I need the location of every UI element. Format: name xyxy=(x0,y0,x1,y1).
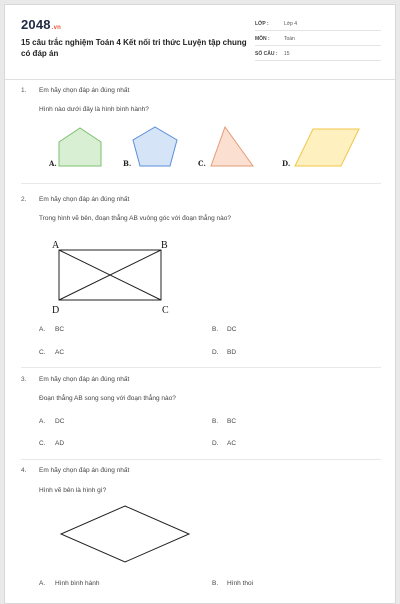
question-2-instruction: Em hãy chọn đáp án đúng nhất xyxy=(39,196,130,203)
rhombus-figure xyxy=(5,500,205,566)
header-divider xyxy=(5,79,395,80)
question-1-text: Hình nào dưới đây là hình bình hành? xyxy=(39,106,149,113)
question-divider xyxy=(21,367,381,368)
rhombus-shape xyxy=(61,506,189,562)
shape-label-b: B. xyxy=(123,159,132,168)
meta-subject-label: MÔN : xyxy=(255,36,270,42)
question-4-text: Hình vẽ bên là hình gì? xyxy=(39,487,107,494)
question-3-text: Đoạn thẳng AB song song với đoạn thẳng nào? xyxy=(39,395,176,402)
logo-main: 2048 xyxy=(21,17,51,32)
question-1-number: 1. xyxy=(21,87,27,94)
q3-option-d-text[interactable]: AC xyxy=(227,440,237,447)
q3-option-c-letter[interactable]: C. xyxy=(39,440,46,447)
q2-option-a-letter[interactable]: A. xyxy=(39,326,46,333)
q3-option-d-letter[interactable]: D. xyxy=(212,440,219,447)
meta-count-value: 15 xyxy=(284,51,290,57)
site-logo[interactable] xyxy=(21,17,61,32)
q2-option-c-text[interactable]: AC xyxy=(55,349,65,356)
question-2-text: Trong hình vẽ bên, đoạn thẳng AB vuông góc với đoạn thẳng nào? xyxy=(39,215,231,222)
question-4-number: 4. xyxy=(21,467,27,474)
meta-divider xyxy=(255,30,381,31)
vertex-label-d: D xyxy=(52,305,60,316)
q2-option-d-text[interactable]: BD xyxy=(227,349,237,356)
pentagon-house-shape xyxy=(59,128,101,166)
worksheet-page xyxy=(4,4,396,604)
q4-option-b-letter[interactable]: B. xyxy=(212,580,219,587)
vertex-label-a: A xyxy=(52,240,60,251)
logo-tld: .vn xyxy=(51,25,62,31)
question-1-instruction: Em hãy chọn đáp án đúng nhất xyxy=(39,87,130,94)
q3-option-b-letter[interactable]: B. xyxy=(212,418,219,425)
q2-option-b-text[interactable]: DC xyxy=(227,326,237,333)
q3-option-a-text[interactable]: DC xyxy=(55,418,65,425)
meta-subject-value: Toán xyxy=(284,36,295,42)
page-title: 15 câu trắc nghiệm Toán 4 Kết nối tri thức Luyện tập chung có đáp án xyxy=(21,38,247,58)
rectangle-figure xyxy=(5,235,205,319)
meta-divider xyxy=(255,45,381,46)
regular-pentagon-shape xyxy=(133,127,177,166)
meta-class-value: Lớp 4 xyxy=(284,21,298,27)
triangle-shape xyxy=(211,127,253,166)
question-3-number: 3. xyxy=(21,376,27,383)
vertex-label-c: C xyxy=(162,305,169,316)
question-divider xyxy=(21,459,381,460)
q4-option-a-letter[interactable]: A. xyxy=(39,580,46,587)
q4-option-a-text[interactable]: Hình bình hành xyxy=(55,580,100,587)
vertex-label-b: B xyxy=(161,240,168,251)
question-2-number: 2. xyxy=(21,196,27,203)
shape-label-d: D. xyxy=(282,159,291,168)
q2-option-b-letter[interactable]: B. xyxy=(212,326,219,333)
question-4-instruction: Em hãy chọn đáp án đúng nhất xyxy=(39,467,130,474)
q3-option-a-letter[interactable]: A. xyxy=(39,418,46,425)
question-divider xyxy=(21,183,381,184)
shape-label-c: C. xyxy=(198,159,206,168)
q3-option-c-text[interactable]: AD xyxy=(55,440,65,447)
meta-count-label: SỐ CÂU : xyxy=(255,51,278,57)
shape-label-a: A. xyxy=(49,159,57,168)
q4-option-b-text[interactable]: Hình thoi xyxy=(227,580,254,587)
q3-option-b-text[interactable]: BC xyxy=(227,418,237,425)
q2-option-a-text[interactable]: BC xyxy=(55,326,65,333)
parallelogram-shape xyxy=(295,129,359,166)
meta-class-label: LỚP : xyxy=(255,21,269,27)
meta-divider xyxy=(255,60,381,61)
q2-option-c-letter[interactable]: C. xyxy=(39,349,46,356)
question-3-instruction: Em hãy chọn đáp án đúng nhất xyxy=(39,376,130,383)
q2-option-d-letter[interactable]: D. xyxy=(212,349,219,356)
